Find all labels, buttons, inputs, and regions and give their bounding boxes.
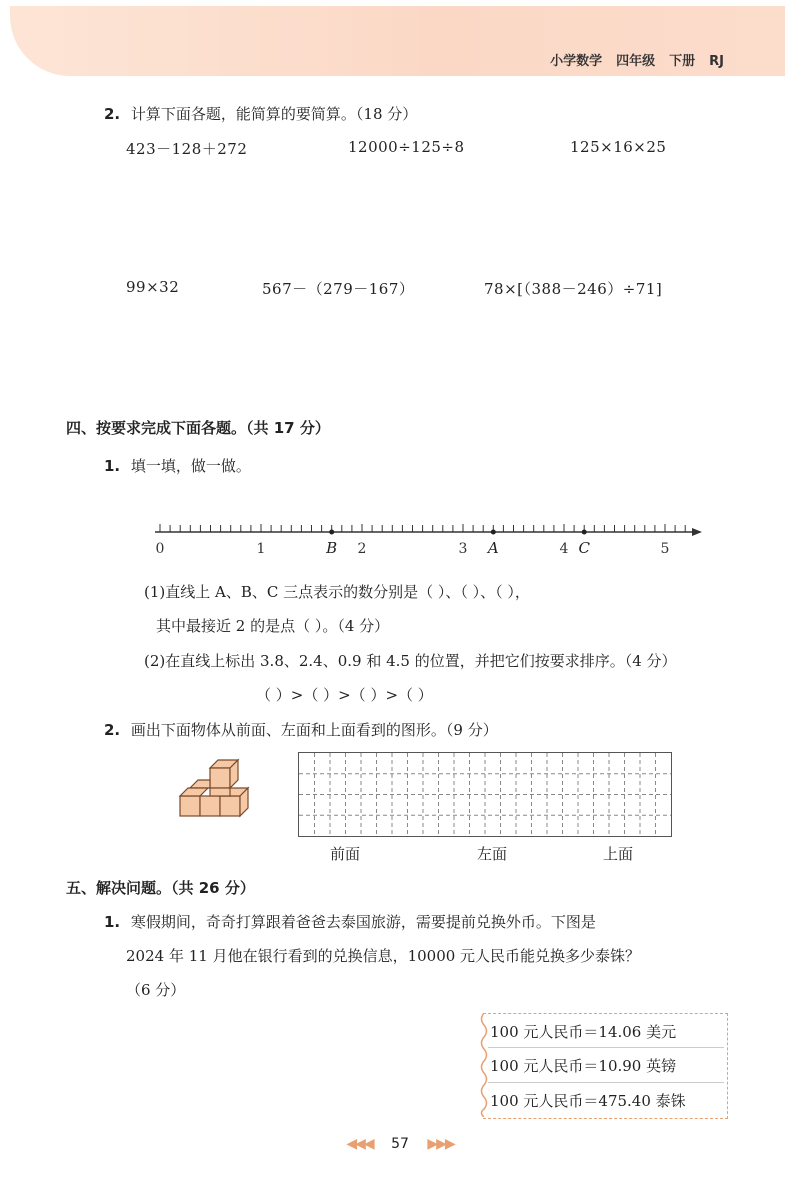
q2-number: 2. bbox=[104, 105, 121, 123]
view-label-front: 前面 bbox=[330, 845, 361, 863]
header-edition: RJ bbox=[709, 54, 724, 69]
view-label-left: 左面 bbox=[477, 845, 508, 863]
drawing-grid[interactable] bbox=[298, 752, 672, 837]
number-line-labels bbox=[156, 530, 670, 558]
section5-title: 五、解决问题。（共 26 分） bbox=[66, 879, 255, 897]
cube-stack-image bbox=[176, 758, 266, 824]
header-volume: 下册 bbox=[669, 54, 696, 69]
q2-heading bbox=[104, 103, 417, 124]
grid-lines bbox=[299, 753, 671, 836]
number-line-tick-label: 1 bbox=[256, 541, 266, 557]
s4-q2-title: 画出下面物体从前面、左面和上面看到的图形。（9 分） bbox=[130, 721, 498, 739]
number-line-point bbox=[491, 530, 496, 535]
number-line-point bbox=[582, 530, 587, 535]
s4-q1-part1-line2: 其中最接近 2 的是点（ ）。（4 分） bbox=[156, 617, 390, 635]
s5-q1-text-line1: 寒假期间，奇奇打算跟着爸爸去泰国旅游，需要提前兑换外币。下图是 bbox=[130, 913, 596, 931]
header-info bbox=[536, 50, 724, 69]
s4-q1-part2-line2: （ ）>（ ）>（ ）>（ ） bbox=[256, 686, 433, 704]
number-line-tick-label: 0 bbox=[155, 541, 165, 557]
s4-q1-part1-line1: (1)直线上 A、B、C 三点表示的数分别是（ ）、（ ）、（ ）， bbox=[144, 583, 530, 601]
s4-q2-number: 2. bbox=[104, 721, 121, 739]
header-subject: 小学数学 bbox=[550, 54, 603, 69]
calc-expression: 423－128＋272 bbox=[126, 140, 248, 158]
number-line-ticks bbox=[160, 524, 685, 532]
view-label-top: 上面 bbox=[603, 845, 634, 863]
number-line bbox=[140, 510, 720, 560]
number-line-tick-label: 4 bbox=[559, 541, 569, 557]
s4-q2-heading bbox=[104, 719, 498, 740]
rate-gbp: 100 元人民币＝10.90 英镑 bbox=[490, 1057, 677, 1075]
number-line-point bbox=[329, 530, 334, 535]
s4-q1-number: 1. bbox=[104, 457, 121, 475]
rate-divider bbox=[488, 1047, 724, 1048]
page-footer bbox=[0, 1136, 800, 1152]
calc-expression: 567－（279－167） bbox=[262, 280, 415, 298]
calc-expression: 125×16×25 bbox=[570, 138, 667, 156]
s5-q1-number: 1. bbox=[104, 913, 121, 931]
s4-q1-title: 填一填，做一做。 bbox=[130, 457, 251, 475]
q2-title: 计算下面各题，能简算的要简算。（18 分） bbox=[130, 105, 418, 123]
number-line-point-label: A bbox=[487, 539, 499, 557]
calc-expression: 99×32 bbox=[126, 278, 180, 296]
rate-usd: 100 元人民币＝14.06 美元 bbox=[490, 1023, 677, 1041]
s5-q1-line1 bbox=[104, 911, 596, 932]
number-line-arrow bbox=[692, 528, 702, 536]
calc-expression: 78×[（388－246）÷71] bbox=[484, 280, 663, 298]
page-number: 57 bbox=[391, 1136, 409, 1152]
rate-thb: 100 元人民币＝475.40 泰铢 bbox=[490, 1092, 686, 1110]
s4-q1-heading bbox=[104, 455, 251, 476]
number-line-tick-label: 2 bbox=[357, 541, 367, 557]
calc-expression: 12000÷125÷8 bbox=[348, 138, 465, 156]
s5-q1-text-line3: （6 分） bbox=[126, 981, 186, 999]
s4-q1-part2-line1: (2)在直线上标出 3.8、2.4、0.9 和 4.5 的位置，并把它们按要求排序。（4 分） bbox=[144, 652, 677, 670]
rate-divider bbox=[488, 1082, 724, 1083]
number-line-point-label: C bbox=[578, 539, 590, 557]
section4-title: 四、按要求完成下面各题。（共 17 分） bbox=[66, 419, 330, 437]
number-line-point-label: B bbox=[326, 539, 338, 557]
right-arrows-icon: ▶▶▶ bbox=[427, 1136, 454, 1152]
header-grade: 四年级 bbox=[616, 54, 656, 69]
number-line-tick-label: 5 bbox=[660, 541, 670, 557]
s5-q1-text-line2: 2024 年 11 月他在银行看到的兑换信息，10000 元人民币能兑换多少泰铢？ bbox=[126, 947, 641, 965]
number-line-tick-label: 3 bbox=[458, 541, 468, 557]
left-arrows-icon: ◀◀◀ bbox=[346, 1136, 373, 1152]
